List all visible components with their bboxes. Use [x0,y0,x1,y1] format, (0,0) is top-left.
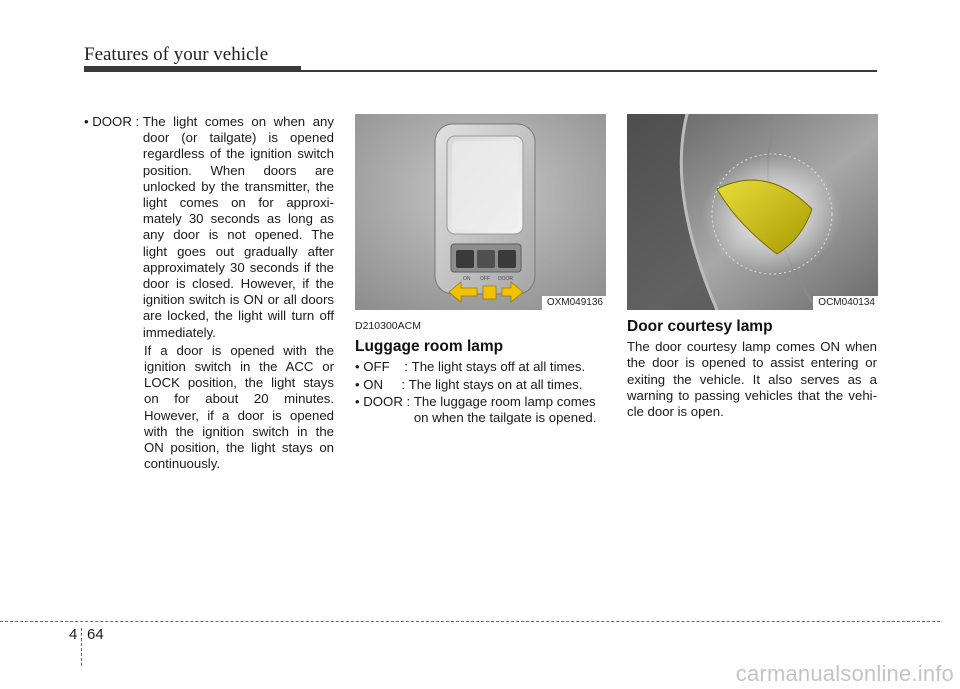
switch-label-on: ON [463,276,471,282]
switch-label-door: DOOR [498,276,513,282]
figure-code-label: OCM040134 [813,296,878,310]
list-item [355,394,606,426]
page-header-title: Features of your vehicle [84,44,269,65]
footer-divider [81,628,82,666]
column-door-light [84,114,334,472]
luggage-lamp-figure [355,114,606,310]
door-mode-label: • DOOR : [84,114,143,129]
item-text: The light stays on at all times. [408,376,583,392]
door-mode-note: If a door is opened with the ignition switch in the ACC or LOCK position, the light stays on for about 20 minutes. However, if a door is opened with the ignition switch in the ON position, the light stays on continuously. [144,342,334,472]
section-title-courtesy-lamp: Door courtesy lamp [627,318,773,335]
list-item [355,359,606,375]
column-luggage-lamp [355,114,606,427]
door-mode-text: The light comes on when any door (or tailgate) is opened regardless of the ignition switch position. When doors are unlocked by the transmitter, the light comes on for approxi-mately 30 seconds as long as any door is not opened. The light goes out gradually after approximately 30 seconds if the door is closed. However, if the ignition switch is ON or all doors are locked, the light will turn off immediately. [142,114,334,340]
door-mode-item [84,114,334,341]
watermark: carmanualsonline.info [735,661,954,686]
header-rule-thick [84,66,301,72]
square-indicator-icon [483,286,496,299]
section-code: D210300ACM [355,320,421,332]
figure-code-label: OXM049136 [542,296,606,310]
header-rule-thin [301,70,877,72]
list-item [355,377,606,393]
column-courtesy-lamp [627,114,877,420]
switch-label-off: OFF [480,276,490,282]
chapter-number: 4 [69,626,78,643]
courtesy-lamp-description: The door courtesy lamp comes ON when the door is opened to assist entering or exiting the vehicle. It also serves as a warning to passing vehicles that the vehi-cle door is open. [627,339,877,420]
page-number: 64 [87,626,104,643]
courtesy-lamp-figure [627,114,878,310]
item-label: • ON : [355,376,409,392]
footer-rule [0,621,940,622]
item-label: • DOOR : [355,393,414,409]
item-label: • OFF : [355,359,412,375]
item-text: The light stays off at all times. [411,359,586,375]
section-title-luggage-lamp: Luggage room lamp [355,338,504,356]
item-text: The luggage room lamp comes on when the tailgate is opened. [413,393,597,426]
luggage-lamp-illustration [355,114,606,310]
courtesy-lamp-illustration [627,114,878,310]
